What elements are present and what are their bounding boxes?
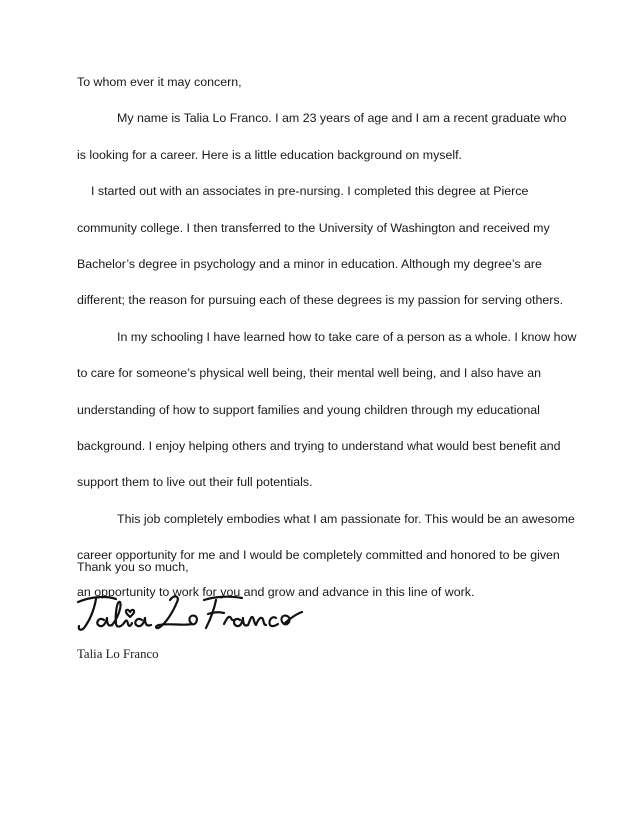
handwritten-signature — [74, 590, 304, 635]
paragraph-introduction: My name is Talia Lo Franco. I am 23 years of age and I am a recent graduate who is looking for a career. Here is a little education background on myself. — [77, 111, 567, 162]
closing-line: Thank you so much, — [77, 560, 189, 574]
paragraph-education: I started out with an associates in pre-nursing. I completed this degree at Pierce community college. I then transferred to the University of Washington and received my Bachelor’s degree in psychology and a minor in education. Although my degree’s are different; the reason for pursuing each of these degrees is my passion for serving others. — [77, 184, 564, 308]
salutation: To whom ever it may concern, — [77, 75, 242, 89]
paragraph-skills: In my schooling I have learned how to take care of a person as a whole. I know how to care for someone’s physical well being, their mental well being, and I also have an understanding of how to support families and young children through my educational background. I enjoy helping others and trying to understand what would best benefit and support them to live out their full potentials. — [77, 329, 577, 490]
letter-body — [77, 64, 577, 610]
paragraph-motivation: This job completely embodies what I am passionate for. This would be an awesome career opportunity for me and I would be completely committed and honored to be given an opportunity to work for you and grow and advance in this line of work. — [77, 511, 575, 599]
printed-name: Talia Lo Franco — [77, 647, 159, 661]
